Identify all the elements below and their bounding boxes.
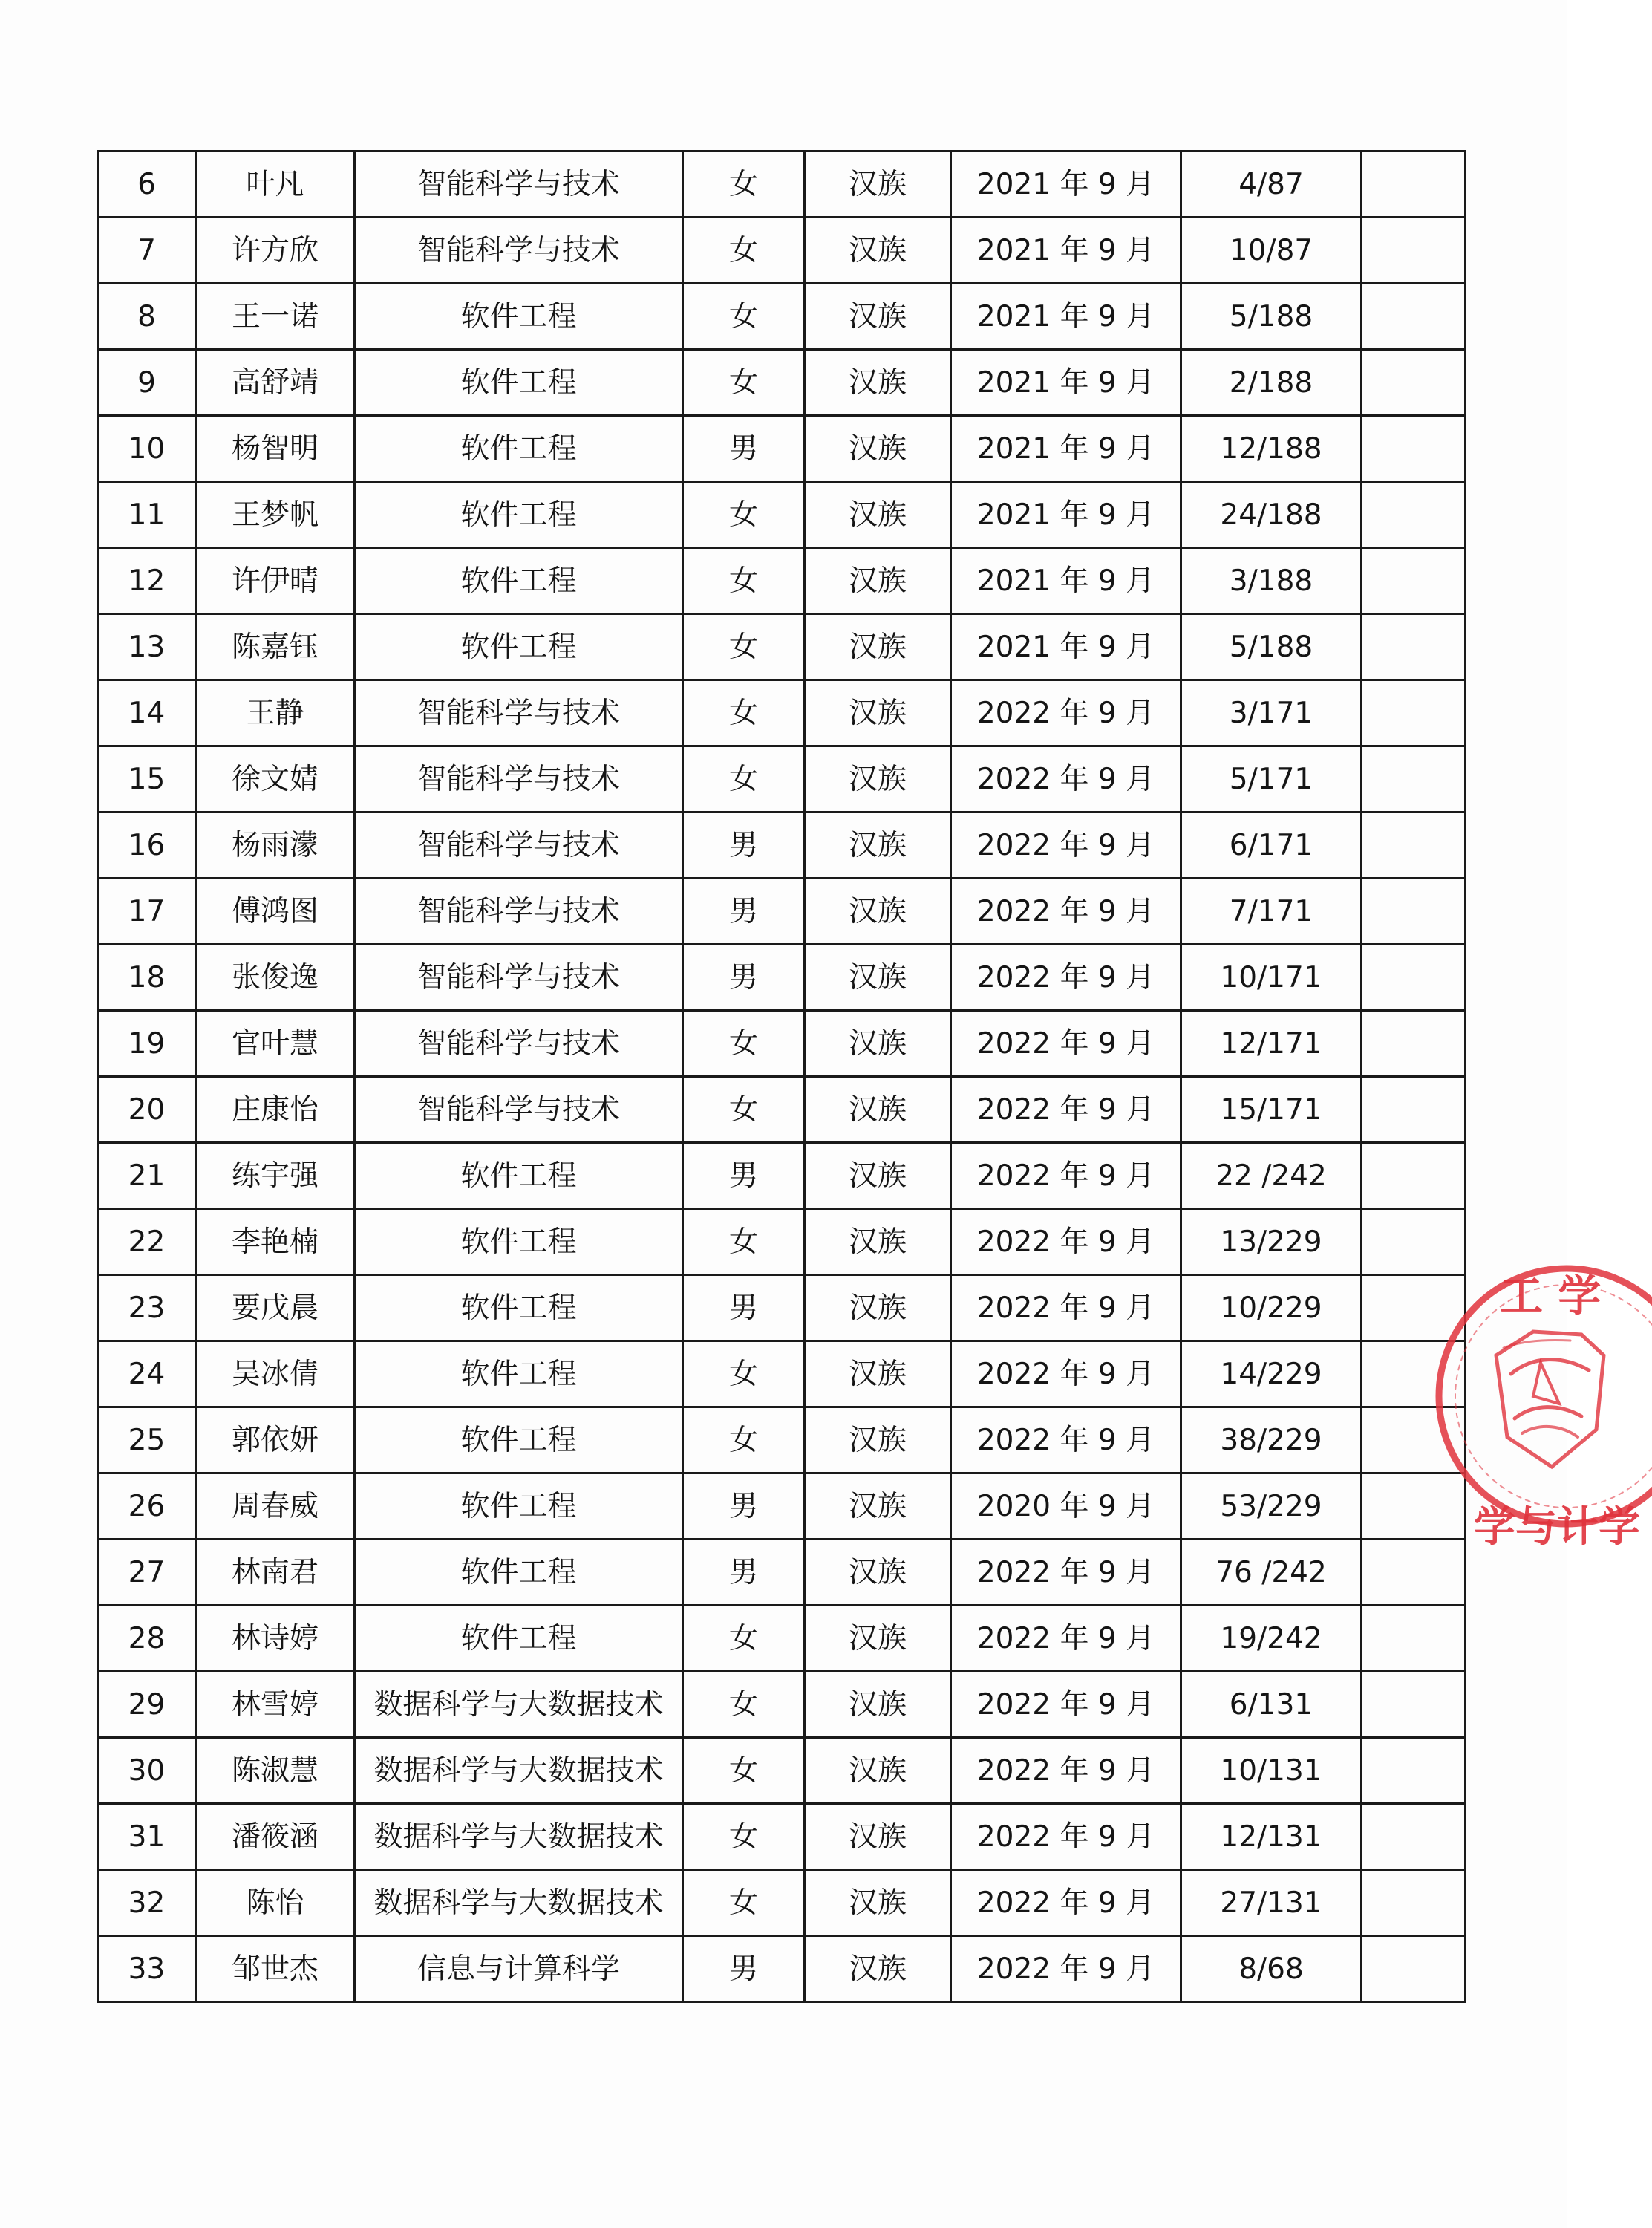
cell-major: 智能科学与技术 bbox=[355, 945, 683, 1011]
cell-enrollment-date: 2022 年 9 月 bbox=[951, 1407, 1181, 1473]
cell-ethnicity: 汉族 bbox=[805, 746, 951, 812]
table-row bbox=[98, 1804, 1466, 1870]
cell-rank: 22 /242 bbox=[1181, 1143, 1362, 1209]
table-row bbox=[98, 1540, 1466, 1606]
cell-ethnicity: 汉族 bbox=[805, 879, 951, 945]
cell-enrollment-date: 2022 年 9 月 bbox=[951, 680, 1181, 746]
table-row bbox=[98, 1275, 1466, 1341]
cell-rank: 24/188 bbox=[1181, 482, 1362, 548]
cell-enrollment-date: 2022 年 9 月 bbox=[951, 1209, 1181, 1275]
cell-note bbox=[1362, 1077, 1466, 1143]
cell-major: 软件工程 bbox=[355, 284, 683, 350]
cell-major: 软件工程 bbox=[355, 1540, 683, 1606]
cell-index: 10 bbox=[98, 416, 196, 482]
cell-ethnicity: 汉族 bbox=[805, 482, 951, 548]
cell-note bbox=[1362, 1738, 1466, 1804]
cell-name: 李艳楠 bbox=[196, 1209, 355, 1275]
cell-gender: 男 bbox=[683, 945, 805, 1011]
table-row bbox=[98, 1209, 1466, 1275]
cell-ethnicity: 汉族 bbox=[805, 1672, 951, 1738]
table-row bbox=[98, 1672, 1466, 1738]
cell-note bbox=[1362, 1672, 1466, 1738]
official-seal-stamp bbox=[1429, 1244, 1652, 1556]
cell-rank: 10/131 bbox=[1181, 1738, 1362, 1804]
cell-note bbox=[1362, 746, 1466, 812]
table-row bbox=[98, 614, 1466, 680]
cell-name: 要戊晨 bbox=[196, 1275, 355, 1341]
cell-ethnicity: 汉族 bbox=[805, 218, 951, 284]
seal-text-bottom: 学与计学 bbox=[1474, 1502, 1640, 1551]
cell-note bbox=[1362, 284, 1466, 350]
cell-name: 郭依妍 bbox=[196, 1407, 355, 1473]
cell-major: 软件工程 bbox=[355, 1407, 683, 1473]
cell-name: 王静 bbox=[196, 680, 355, 746]
cell-ethnicity: 汉族 bbox=[805, 416, 951, 482]
cell-major: 软件工程 bbox=[355, 1209, 683, 1275]
cell-note bbox=[1362, 1936, 1466, 2002]
cell-name: 林南君 bbox=[196, 1540, 355, 1606]
cell-ethnicity: 汉族 bbox=[805, 1936, 951, 2002]
cell-note bbox=[1362, 879, 1466, 945]
table-row bbox=[98, 1143, 1466, 1209]
cell-name: 许方欣 bbox=[196, 218, 355, 284]
cell-gender: 女 bbox=[683, 548, 805, 614]
cell-rank: 6/171 bbox=[1181, 812, 1362, 879]
cell-ethnicity: 汉族 bbox=[805, 680, 951, 746]
cell-enrollment-date: 2021 年 9 月 bbox=[951, 350, 1181, 416]
cell-ethnicity: 汉族 bbox=[805, 1011, 951, 1077]
cell-gender: 男 bbox=[683, 416, 805, 482]
cell-enrollment-date: 2022 年 9 月 bbox=[951, 1341, 1181, 1407]
cell-index: 21 bbox=[98, 1143, 196, 1209]
cell-name: 陈嘉钰 bbox=[196, 614, 355, 680]
cell-gender: 女 bbox=[683, 746, 805, 812]
cell-ethnicity: 汉族 bbox=[805, 1738, 951, 1804]
cell-index: 20 bbox=[98, 1077, 196, 1143]
cell-index: 25 bbox=[98, 1407, 196, 1473]
cell-gender: 男 bbox=[683, 1143, 805, 1209]
cell-name: 傅鸿图 bbox=[196, 879, 355, 945]
cell-index: 32 bbox=[98, 1870, 196, 1936]
cell-rank: 6/131 bbox=[1181, 1672, 1362, 1738]
cell-enrollment-date: 2022 年 9 月 bbox=[951, 1540, 1181, 1606]
cell-major: 软件工程 bbox=[355, 1341, 683, 1407]
cell-major: 智能科学与技术 bbox=[355, 218, 683, 284]
cell-enrollment-date: 2022 年 9 月 bbox=[951, 1870, 1181, 1936]
cell-major: 智能科学与技术 bbox=[355, 879, 683, 945]
cell-major: 软件工程 bbox=[355, 482, 683, 548]
cell-major: 软件工程 bbox=[355, 416, 683, 482]
cell-rank: 12/131 bbox=[1181, 1804, 1362, 1870]
cell-major: 智能科学与技术 bbox=[355, 746, 683, 812]
cell-gender: 女 bbox=[683, 218, 805, 284]
cell-note bbox=[1362, 1011, 1466, 1077]
cell-enrollment-date: 2022 年 9 月 bbox=[951, 1738, 1181, 1804]
cell-major: 数据科学与大数据技术 bbox=[355, 1870, 683, 1936]
cell-name: 杨雨濛 bbox=[196, 812, 355, 879]
cell-gender: 男 bbox=[683, 1473, 805, 1540]
cell-note bbox=[1362, 350, 1466, 416]
table-row bbox=[98, 879, 1466, 945]
table-row bbox=[98, 1936, 1466, 2002]
table-row bbox=[98, 1870, 1466, 1936]
cell-rank: 12/188 bbox=[1181, 416, 1362, 482]
cell-major: 智能科学与技术 bbox=[355, 680, 683, 746]
cell-note bbox=[1362, 614, 1466, 680]
cell-enrollment-date: 2022 年 9 月 bbox=[951, 945, 1181, 1011]
cell-major: 软件工程 bbox=[355, 1143, 683, 1209]
cell-enrollment-date: 2022 年 9 月 bbox=[951, 1275, 1181, 1341]
cell-gender: 女 bbox=[683, 1011, 805, 1077]
cell-enrollment-date: 2022 年 9 月 bbox=[951, 746, 1181, 812]
cell-name: 王一诺 bbox=[196, 284, 355, 350]
cell-name: 高舒靖 bbox=[196, 350, 355, 416]
cell-name: 徐文婧 bbox=[196, 746, 355, 812]
table-row bbox=[98, 284, 1466, 350]
cell-rank: 12/171 bbox=[1181, 1011, 1362, 1077]
cell-enrollment-date: 2022 年 9 月 bbox=[951, 1672, 1181, 1738]
table-row bbox=[98, 746, 1466, 812]
cell-note bbox=[1362, 812, 1466, 879]
cell-enrollment-date: 2022 年 9 月 bbox=[951, 1077, 1181, 1143]
cell-note bbox=[1362, 1804, 1466, 1870]
cell-name: 吴冰倩 bbox=[196, 1341, 355, 1407]
cell-index: 28 bbox=[98, 1606, 196, 1672]
cell-ethnicity: 汉族 bbox=[805, 812, 951, 879]
cell-ethnicity: 汉族 bbox=[805, 1870, 951, 1936]
cell-note bbox=[1362, 680, 1466, 746]
cell-rank: 5/188 bbox=[1181, 284, 1362, 350]
table-row bbox=[98, 945, 1466, 1011]
cell-rank: 10/171 bbox=[1181, 945, 1362, 1011]
cell-ethnicity: 汉族 bbox=[805, 1275, 951, 1341]
table-row bbox=[98, 416, 1466, 482]
cell-name: 林诗婷 bbox=[196, 1606, 355, 1672]
cell-index: 29 bbox=[98, 1672, 196, 1738]
cell-ethnicity: 汉族 bbox=[805, 152, 951, 218]
table-row bbox=[98, 152, 1466, 218]
cell-gender: 男 bbox=[683, 812, 805, 879]
cell-ethnicity: 汉族 bbox=[805, 1077, 951, 1143]
cell-index: 11 bbox=[98, 482, 196, 548]
cell-ethnicity: 汉族 bbox=[805, 1804, 951, 1870]
cell-gender: 男 bbox=[683, 1275, 805, 1341]
cell-major: 信息与计算科学 bbox=[355, 1936, 683, 2002]
cell-rank: 76 /242 bbox=[1181, 1540, 1362, 1606]
cell-gender: 女 bbox=[683, 614, 805, 680]
cell-enrollment-date: 2022 年 9 月 bbox=[951, 1804, 1181, 1870]
cell-enrollment-date: 2022 年 9 月 bbox=[951, 812, 1181, 879]
cell-gender: 女 bbox=[683, 350, 805, 416]
cell-major: 智能科学与技术 bbox=[355, 1077, 683, 1143]
table-row bbox=[98, 350, 1466, 416]
cell-name: 潘筱涵 bbox=[196, 1804, 355, 1870]
table-row bbox=[98, 1606, 1466, 1672]
table-row bbox=[98, 548, 1466, 614]
cell-ethnicity: 汉族 bbox=[805, 1473, 951, 1540]
cell-major: 数据科学与大数据技术 bbox=[355, 1738, 683, 1804]
cell-index: 7 bbox=[98, 218, 196, 284]
cell-rank: 10/87 bbox=[1181, 218, 1362, 284]
cell-rank: 13/229 bbox=[1181, 1209, 1362, 1275]
cell-name: 官叶慧 bbox=[196, 1011, 355, 1077]
table-row bbox=[98, 1407, 1466, 1473]
cell-index: 19 bbox=[98, 1011, 196, 1077]
cell-rank: 3/188 bbox=[1181, 548, 1362, 614]
cell-gender: 女 bbox=[683, 1738, 805, 1804]
cell-note bbox=[1362, 482, 1466, 548]
cell-enrollment-date: 2020 年 9 月 bbox=[951, 1473, 1181, 1540]
cell-name: 陈淑慧 bbox=[196, 1738, 355, 1804]
cell-major: 软件工程 bbox=[355, 1473, 683, 1540]
table-row bbox=[98, 1473, 1466, 1540]
cell-name: 林雪婷 bbox=[196, 1672, 355, 1738]
table-row bbox=[98, 482, 1466, 548]
cell-gender: 女 bbox=[683, 1341, 805, 1407]
cell-enrollment-date: 2021 年 9 月 bbox=[951, 548, 1181, 614]
cell-name: 王梦帆 bbox=[196, 482, 355, 548]
cell-enrollment-date: 2022 年 9 月 bbox=[951, 1143, 1181, 1209]
cell-rank: 5/188 bbox=[1181, 614, 1362, 680]
cell-rank: 53/229 bbox=[1181, 1473, 1362, 1540]
cell-enrollment-date: 2022 年 9 月 bbox=[951, 1936, 1181, 2002]
cell-note bbox=[1362, 1870, 1466, 1936]
table-row bbox=[98, 1011, 1466, 1077]
cell-major: 软件工程 bbox=[355, 548, 683, 614]
cell-ethnicity: 汉族 bbox=[805, 1606, 951, 1672]
cell-note bbox=[1362, 416, 1466, 482]
cell-rank: 5/171 bbox=[1181, 746, 1362, 812]
cell-enrollment-date: 2021 年 9 月 bbox=[951, 284, 1181, 350]
cell-ethnicity: 汉族 bbox=[805, 614, 951, 680]
cell-index: 12 bbox=[98, 548, 196, 614]
cell-index: 33 bbox=[98, 1936, 196, 2002]
cell-enrollment-date: 2021 年 9 月 bbox=[951, 482, 1181, 548]
cell-name: 周春威 bbox=[196, 1473, 355, 1540]
cell-index: 22 bbox=[98, 1209, 196, 1275]
student-roster-table bbox=[97, 150, 1466, 2003]
cell-major: 数据科学与大数据技术 bbox=[355, 1804, 683, 1870]
cell-index: 14 bbox=[98, 680, 196, 746]
cell-note bbox=[1362, 548, 1466, 614]
cell-gender: 女 bbox=[683, 1672, 805, 1738]
cell-note bbox=[1362, 218, 1466, 284]
cell-enrollment-date: 2021 年 9 月 bbox=[951, 218, 1181, 284]
cell-gender: 女 bbox=[683, 1209, 805, 1275]
cell-rank: 3/171 bbox=[1181, 680, 1362, 746]
cell-major: 软件工程 bbox=[355, 1606, 683, 1672]
roster-body bbox=[98, 152, 1466, 2002]
cell-enrollment-date: 2021 年 9 月 bbox=[951, 614, 1181, 680]
cell-note bbox=[1362, 152, 1466, 218]
cell-index: 6 bbox=[98, 152, 196, 218]
cell-index: 16 bbox=[98, 812, 196, 879]
cell-index: 23 bbox=[98, 1275, 196, 1341]
cell-note bbox=[1362, 1606, 1466, 1672]
cell-ethnicity: 汉族 bbox=[805, 1407, 951, 1473]
cell-note bbox=[1362, 1143, 1466, 1209]
cell-gender: 女 bbox=[683, 152, 805, 218]
cell-enrollment-date: 2022 年 9 月 bbox=[951, 879, 1181, 945]
cell-gender: 女 bbox=[683, 1606, 805, 1672]
table-row bbox=[98, 680, 1466, 746]
cell-major: 智能科学与技术 bbox=[355, 1011, 683, 1077]
cell-ethnicity: 汉族 bbox=[805, 1341, 951, 1407]
cell-major: 软件工程 bbox=[355, 350, 683, 416]
cell-major: 智能科学与技术 bbox=[355, 152, 683, 218]
cell-enrollment-date: 2022 年 9 月 bbox=[951, 1011, 1181, 1077]
cell-rank: 14/229 bbox=[1181, 1341, 1362, 1407]
cell-major: 软件工程 bbox=[355, 1275, 683, 1341]
cell-gender: 女 bbox=[683, 1077, 805, 1143]
cell-major: 智能科学与技术 bbox=[355, 812, 683, 879]
cell-index: 30 bbox=[98, 1738, 196, 1804]
cell-name: 庄康怡 bbox=[196, 1077, 355, 1143]
cell-index: 24 bbox=[98, 1341, 196, 1407]
cell-ethnicity: 汉族 bbox=[805, 548, 951, 614]
cell-name: 杨智明 bbox=[196, 416, 355, 482]
cell-enrollment-date: 2021 年 9 月 bbox=[951, 152, 1181, 218]
cell-name: 张俊逸 bbox=[196, 945, 355, 1011]
cell-rank: 2/188 bbox=[1181, 350, 1362, 416]
cell-ethnicity: 汉族 bbox=[805, 1540, 951, 1606]
cell-gender: 女 bbox=[683, 1804, 805, 1870]
cell-index: 15 bbox=[98, 746, 196, 812]
table-row bbox=[98, 218, 1466, 284]
cell-gender: 男 bbox=[683, 1540, 805, 1606]
cell-index: 31 bbox=[98, 1804, 196, 1870]
cell-index: 27 bbox=[98, 1540, 196, 1606]
table-row bbox=[98, 1077, 1466, 1143]
cell-gender: 女 bbox=[683, 482, 805, 548]
cell-rank: 15/171 bbox=[1181, 1077, 1362, 1143]
cell-index: 8 bbox=[98, 284, 196, 350]
cell-index: 26 bbox=[98, 1473, 196, 1540]
cell-rank: 19/242 bbox=[1181, 1606, 1362, 1672]
cell-ethnicity: 汉族 bbox=[805, 945, 951, 1011]
cell-name: 陈怡 bbox=[196, 1870, 355, 1936]
cell-rank: 38/229 bbox=[1181, 1407, 1362, 1473]
cell-gender: 女 bbox=[683, 1870, 805, 1936]
cell-name: 邹世杰 bbox=[196, 1936, 355, 2002]
cell-index: 17 bbox=[98, 879, 196, 945]
cell-gender: 女 bbox=[683, 680, 805, 746]
cell-enrollment-date: 2021 年 9 月 bbox=[951, 416, 1181, 482]
cell-major: 数据科学与大数据技术 bbox=[355, 1672, 683, 1738]
table-row bbox=[98, 1341, 1466, 1407]
cell-name: 许伊晴 bbox=[196, 548, 355, 614]
cell-ethnicity: 汉族 bbox=[805, 284, 951, 350]
table-row bbox=[98, 1738, 1466, 1804]
cell-index: 13 bbox=[98, 614, 196, 680]
cell-gender: 男 bbox=[683, 879, 805, 945]
cell-note bbox=[1362, 945, 1466, 1011]
cell-rank: 27/131 bbox=[1181, 1870, 1362, 1936]
cell-gender: 女 bbox=[683, 1407, 805, 1473]
seal-text-top: 工 学 bbox=[1500, 1271, 1602, 1321]
cell-name: 叶凡 bbox=[196, 152, 355, 218]
cell-index: 9 bbox=[98, 350, 196, 416]
cell-gender: 女 bbox=[683, 284, 805, 350]
cell-name: 练宇强 bbox=[196, 1143, 355, 1209]
cell-ethnicity: 汉族 bbox=[805, 1143, 951, 1209]
cell-ethnicity: 汉族 bbox=[805, 1209, 951, 1275]
cell-rank: 10/229 bbox=[1181, 1275, 1362, 1341]
cell-enrollment-date: 2022 年 9 月 bbox=[951, 1606, 1181, 1672]
table-row bbox=[98, 812, 1466, 879]
cell-index: 18 bbox=[98, 945, 196, 1011]
cell-ethnicity: 汉族 bbox=[805, 350, 951, 416]
cell-rank: 8/68 bbox=[1181, 1936, 1362, 2002]
cell-rank: 7/171 bbox=[1181, 879, 1362, 945]
cell-gender: 男 bbox=[683, 1936, 805, 2002]
cell-rank: 4/87 bbox=[1181, 152, 1362, 218]
cell-major: 软件工程 bbox=[355, 614, 683, 680]
